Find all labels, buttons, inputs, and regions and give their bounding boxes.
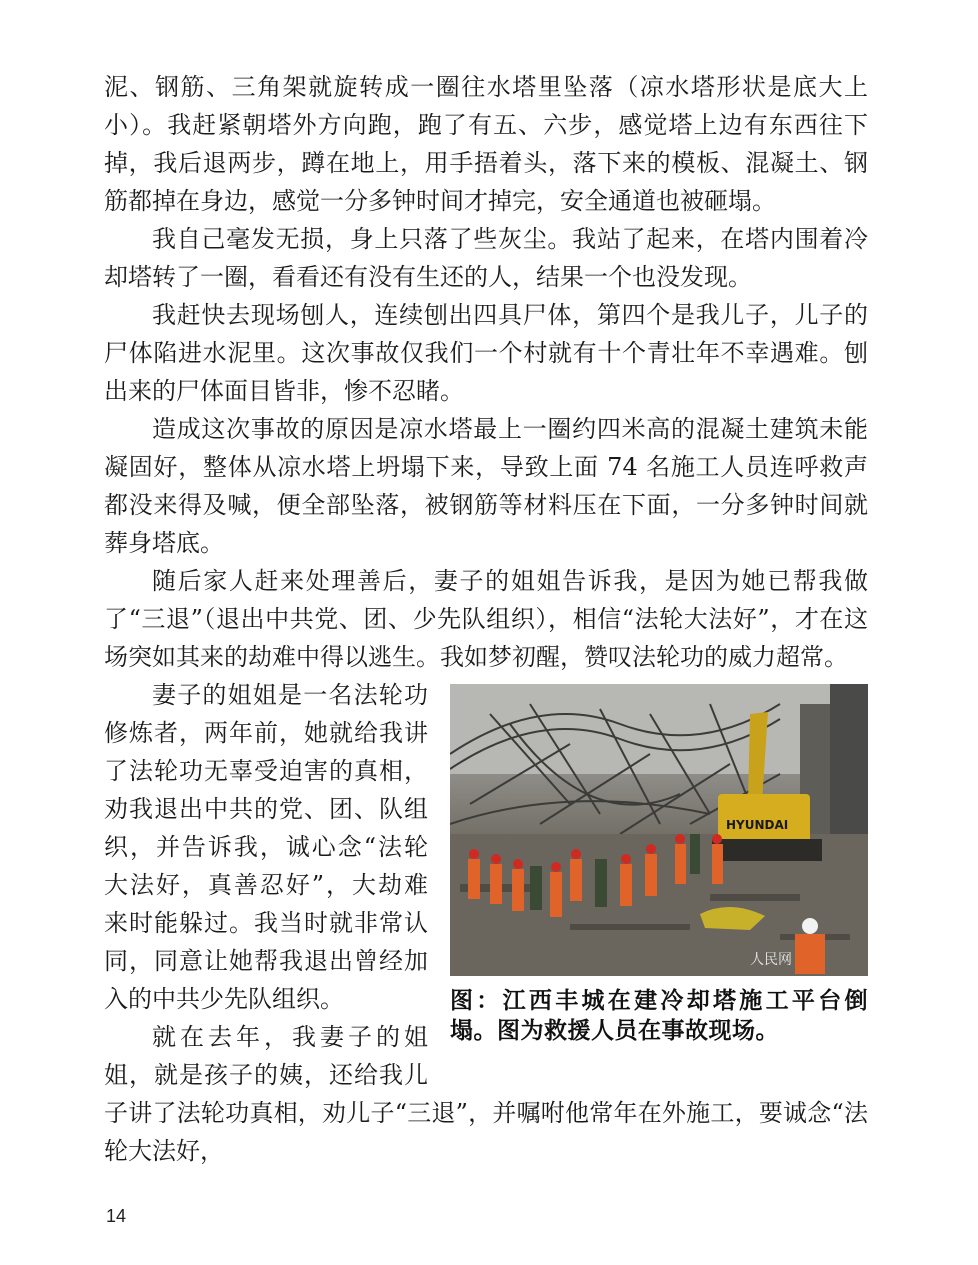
paragraph: 随后家人赶来处理善后，妻子的姐姐告诉我，是因为她已帮我做了“三退”（退出中共党、团、少先队组织），相信“法轮大法好”，才在这场突如其来的劫难中得以逃生。我如梦初醒，赞叹法轮功的威力超常。 [104,567,868,671]
paragraph: 泥、钢筋、三角架就旋转成一圈往水塔里坠落（凉水塔形状是底大上小）。我赶紧朝塔外方向跑，跑了有五、六步，感觉塔上边有东西往下掉，我后退两步，蹲在地上，用手捂着头，落下来的模板、混凝土、钢筋都掉在身边，感觉一分多钟时间才掉完，安全通道也被砸塌。 [104,73,868,215]
paragraph: 我赶快去现场刨人，连续刨出四具尸体，第四个是我儿子，儿子的尸体陷进水泥里。这次事故仅我们一个村就有十个青壮年不幸遇难。刨出来的尸体面目皆非，惨不忍睹。 [104,301,868,405]
paragraph: 妻子的姐姐是一名法轮功修炼者，两年前，她就给我讲了法轮功无辜受迫害的真相，劝我退出中共的党、团、队组织，并告诉我，诚心念“法轮大法好，真善忍好”，大劫难来时能躲过。我当时就非常认同，同意让她帮我退出曾经加入的中共少先队组织。 [104,681,428,1013]
page-number: 14 [106,1206,127,1226]
paragraph: 我自己毫发无损，身上只落了些灰尘。我站了起来，在塔内围着冷却塔转了一圈，看看还有没有生还的人，结果一个也没发现。 [104,225,868,291]
paragraph: 造成这次事故的原因是凉水塔最上一圈约四米高的混凝土建筑未能凝固好，整体从凉水塔上坍塌下来，导致上面 74 名施工人员连呼救声都没来得及喊，便全部坠落，被钢筋等材料压在下面，一分多钟时间就葬身塔底。 [104,415,868,557]
excavator-brand-text: HYUNDAI [726,818,789,832]
figure [450,684,868,1062]
figure-caption: 图：江西丰城在建冷却塔施工平台倒塌。图为救援人员在事故现场。 [450,988,868,1044]
accident-photo [450,684,868,976]
watermark-text: 人民网 [750,952,792,968]
body-text [104,68,868,1170]
paragraph: 就在去年，我妻子的姐姐，就是孩子的姨，还给我儿子讲了法轮功真相，劝儿子“三退”，并嘱咐他常年在外施工，要诚念“法轮大法好， [104,1023,868,1165]
